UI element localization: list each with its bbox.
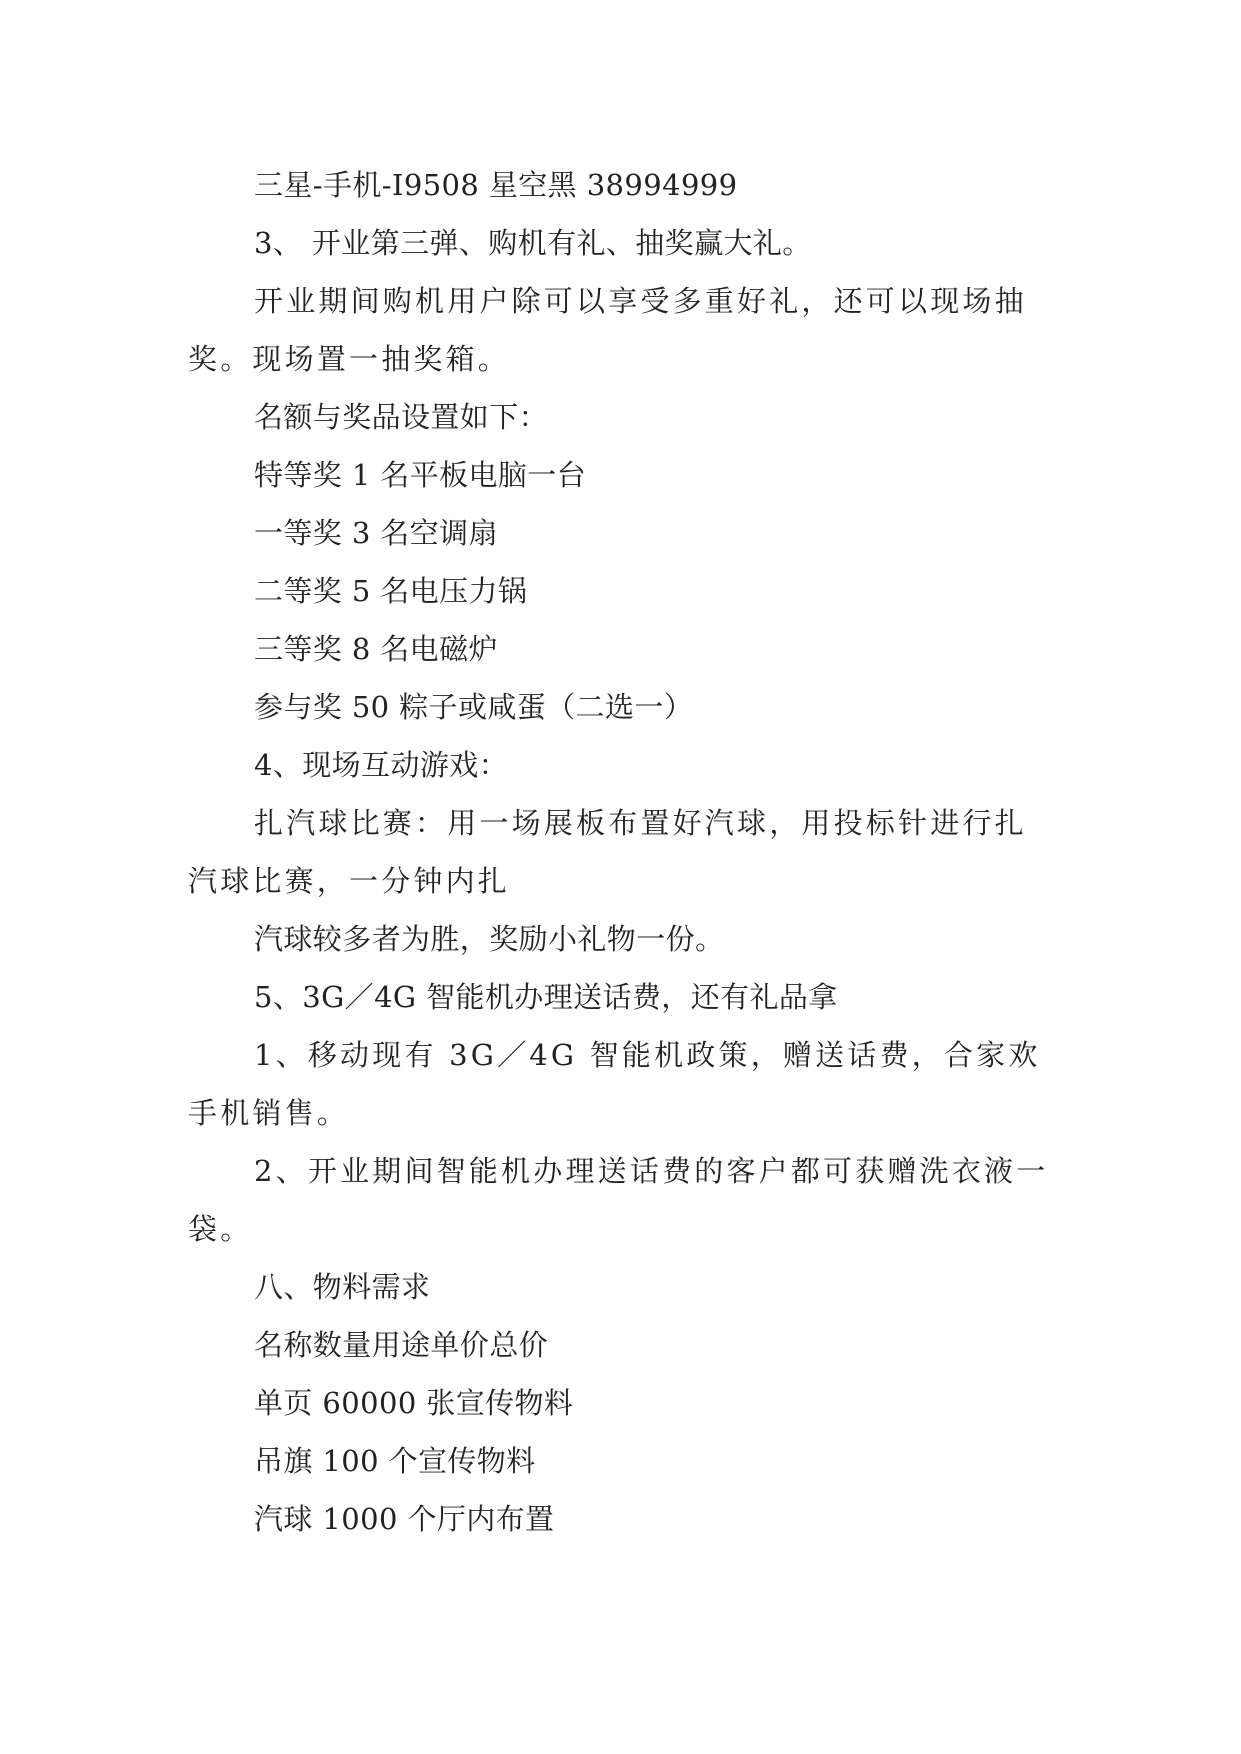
paragraph-grand-prize: 特等奖 1 名平板电脑一台: [254, 458, 587, 492]
paragraph-balloon-winner: 汽球较多者为胜，奖励小礼物一份。: [254, 922, 725, 956]
paragraph-section-4-heading: 4、现场互动游戏：: [254, 748, 509, 782]
paragraph-lottery-description: 开业期间购机用户除可以享受多重好礼，还可以现场抽奖。现场置一抽奖箱。: [188, 284, 1027, 376]
paragraph-prize-intro: 名额与奖品设置如下：: [254, 400, 549, 434]
paragraph-section-8-heading: 八、物料需求: [254, 1270, 431, 1304]
document-body: [188, 156, 1054, 1548]
paragraph-smartphone-policy: 1、移动现有 3G／4G 智能机政策，赠送话费，合家欢手机销售。: [188, 1038, 1041, 1130]
paragraph-first-prize: 一等奖 3 名空调扇: [254, 516, 498, 550]
paragraph-material-flyer: 单页 60000 张宣传物料: [254, 1386, 574, 1420]
paragraph-section-5-heading: 5、3G／4G 智能机办理送话费，还有礼品拿: [254, 980, 838, 1014]
paragraph-section-3-heading: 3、 开业第三弹、购机有礼、抽奖赢大礼。: [254, 226, 812, 260]
paragraph-material-banner: 吊旗 100 个宣传物料: [254, 1444, 536, 1478]
paragraph-phone-model: 三星-手机-I9508 星空黑 38994999: [254, 168, 738, 202]
paragraph-participation-prize: 参与奖 50 粽子或咸蛋（二选一）: [254, 690, 694, 724]
paragraph-balloon-game: 扎汽球比赛：用一场展板布置好汽球，用投标针进行扎汽球比赛，一分钟内扎: [188, 806, 1027, 898]
paragraph-material-balloon: 汽球 1000 个厅内布置: [254, 1502, 555, 1536]
paragraph-materials-header: 名称数量用途单价总价: [254, 1328, 549, 1362]
paragraph-second-prize: 二等奖 5 名电压力锅: [254, 574, 528, 608]
paragraph-third-prize: 三等奖 8 名电磁炉: [254, 632, 498, 666]
paragraph-detergent-gift: 2、开业期间智能机办理送话费的客户都可获赠洗衣液一袋。: [188, 1154, 1049, 1246]
